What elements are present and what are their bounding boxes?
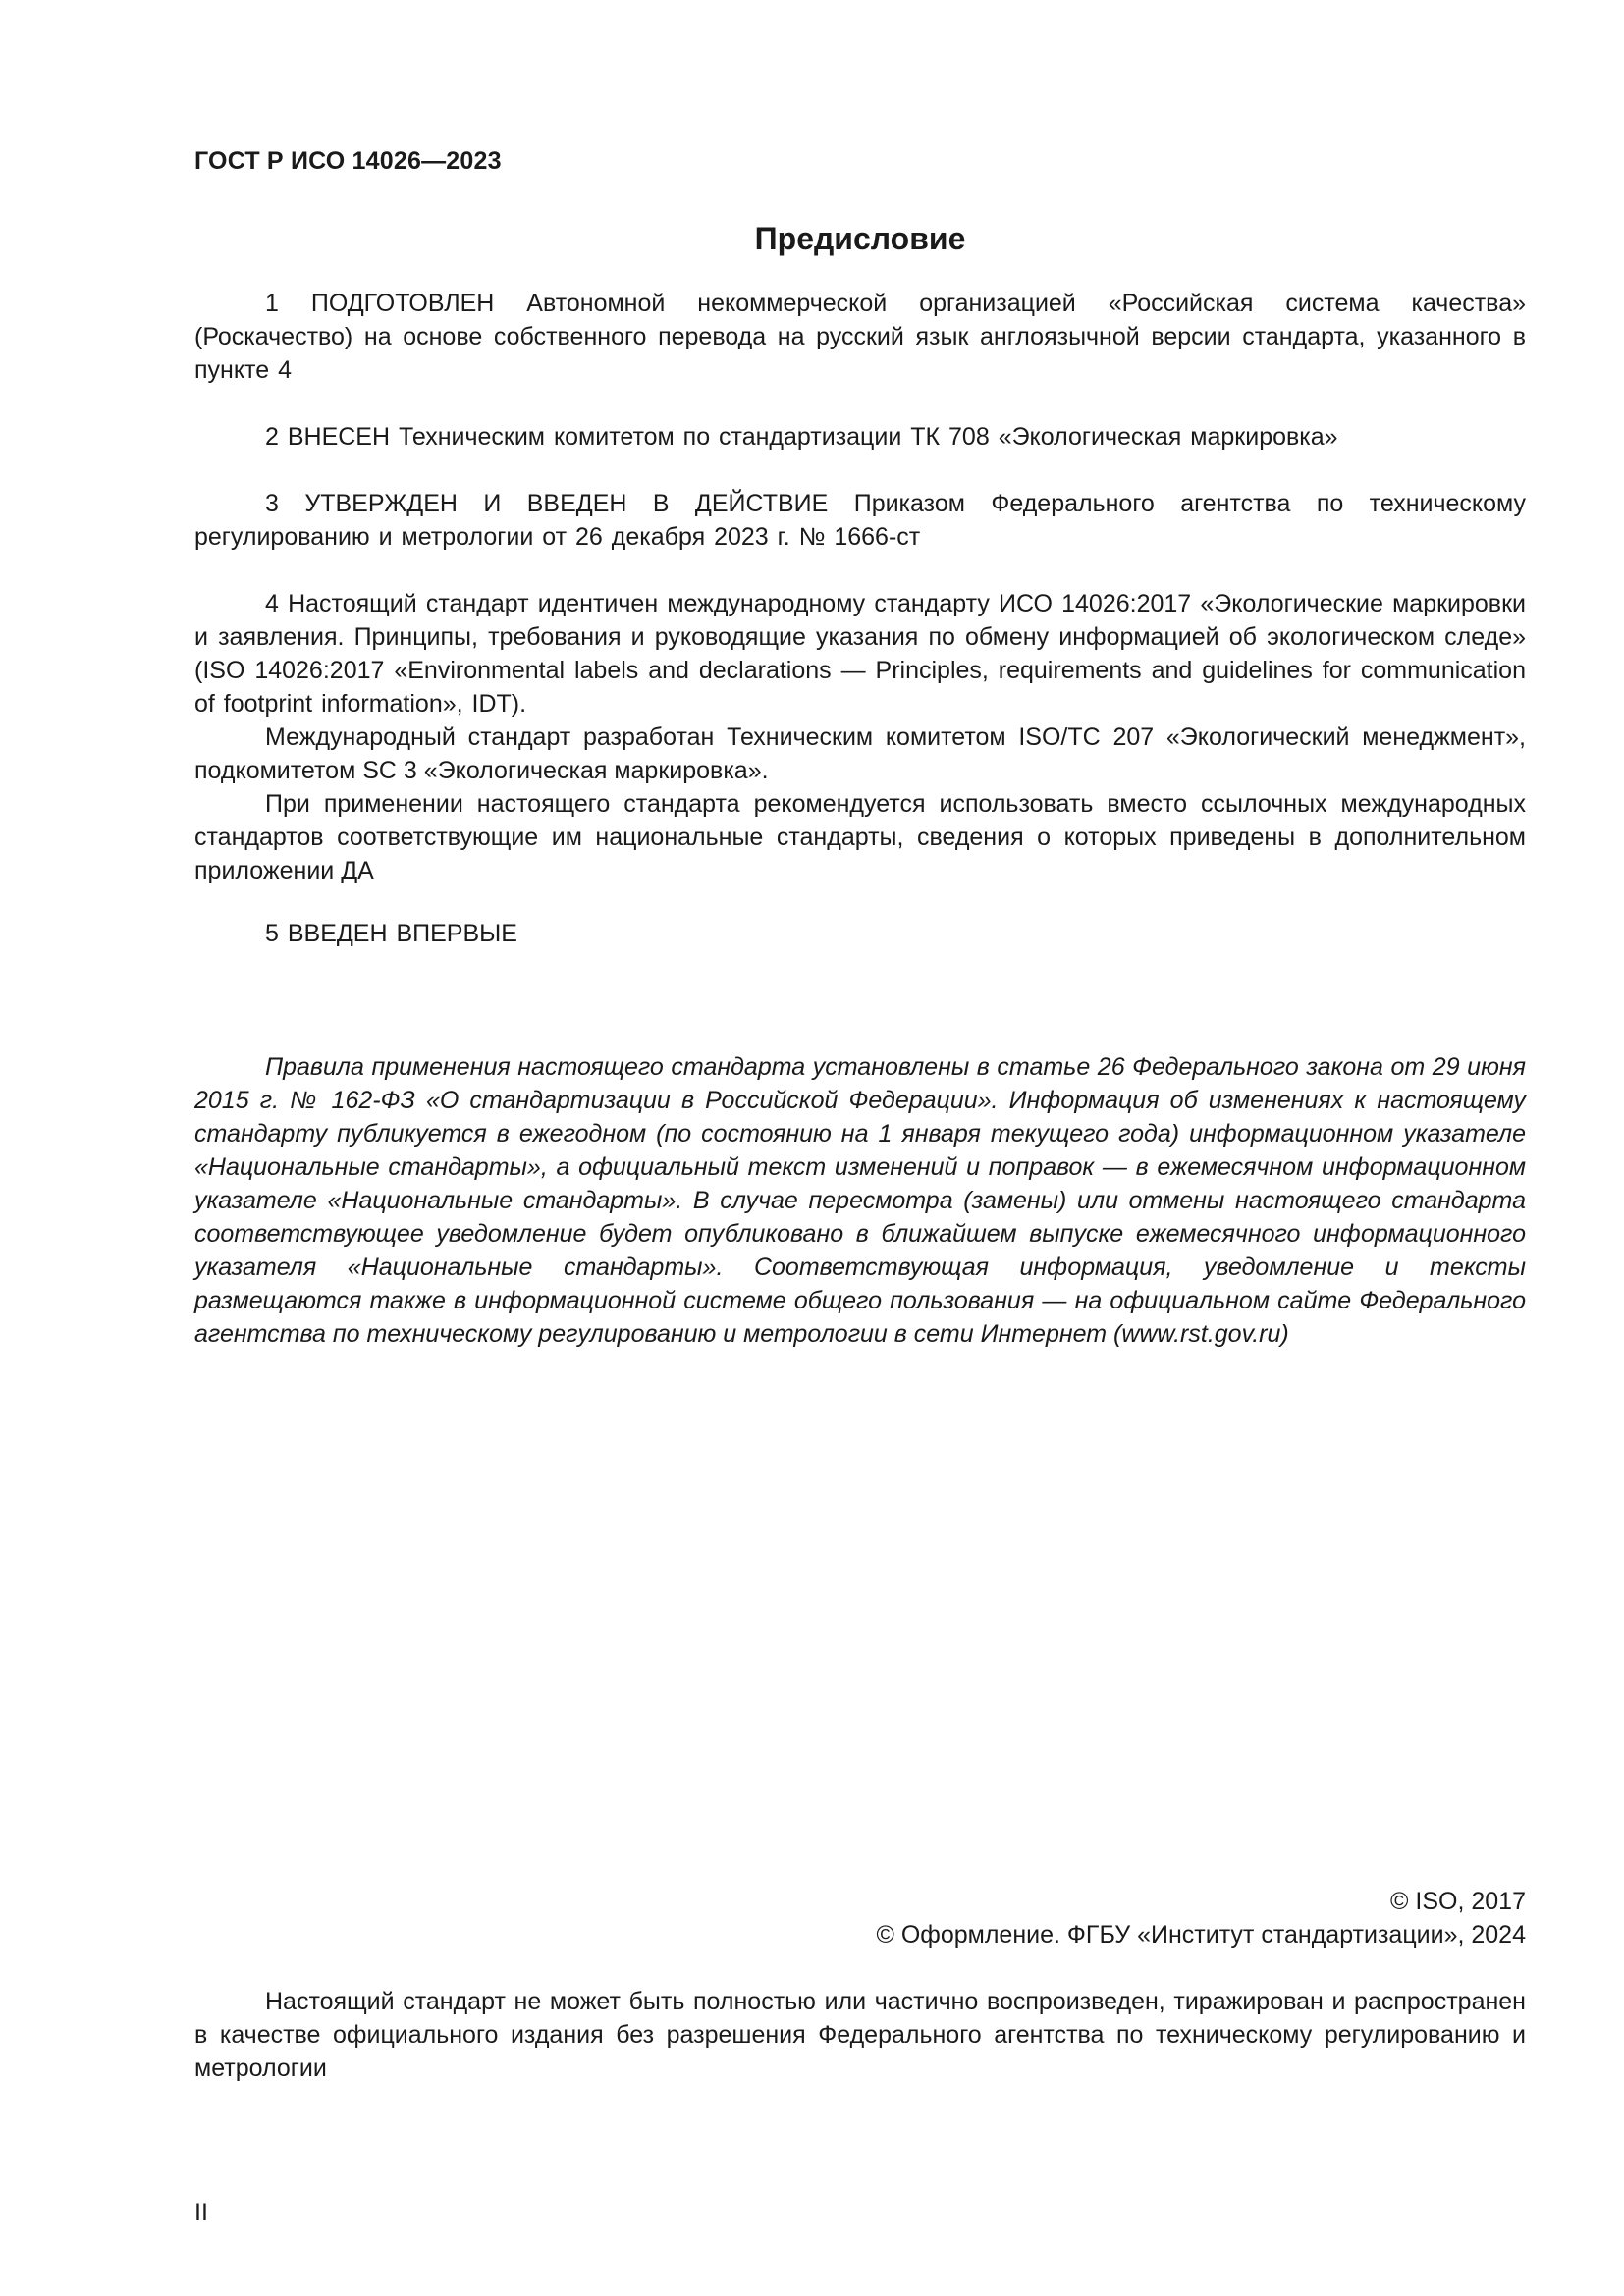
rules-note-block — [194, 1050, 1526, 1351]
item-3-text: 3 УТВЕРЖДЕН И ВВЕДЕН В ДЕЙСТВИЕ Приказом Федерального агентства по техническому регулированию и метрологии от 26 декабря 2023 г. № 1666-ст — [194, 490, 1526, 551]
item-4-text: 4 Настоящий стандарт идентичен международному стандарту ИСО 14026:2017 «Экологические маркировки и заявления. Принципы, требования и руководящие указания по обмену информацией об экологическом следе» (ISO 14026:2017 «Environmental labels and declarations — Principles, requirements and guidelines for communication of footprint information», IDT). — [194, 590, 1526, 718]
reproduction-notice: Настоящий стандарт не может быть полностью или частично воспроизведен, тиражирован и распространен в качестве официального издания без разрешения Федерального агентства по техническому регулированию и метрологии — [194, 1988, 1526, 2082]
item-1 — [194, 287, 1526, 387]
page-title: Предисловие — [754, 221, 966, 256]
item-2 — [194, 420, 1526, 454]
item-4-developer-note: Международный стандарт разработан Техническим комитетом ISO/TC 207 «Экологический менеджмент», подкомитетом SC 3 «Экологическая маркировка». — [194, 723, 1526, 784]
rules-note: Правила применения настоящего стандарта установлены в статье 26 Федерального закона от 29 июня 2015 г. № 162-ФЗ «О стандартизации в Российской Федерации». Информация об изменениях к настоящему стандарту публикуется в ежегодном (по состоянию на 1 января текущего года) информационном указателе «Национальные стандарты», а официальный текст изменений и поправок — в ежемесячном информационном указателе «Национальные стандарты». В случае пересмотра (замены) или отмены настоящего стандарта соответствующее уведомление будет опубликовано в ближайшем выпуске ежемесячного информационного указателя «Национальные стандарты». Соответствующая информация, уведомление и тексты размещаются также в информационной системе общего пользования — на официальном сайте Федерального агентства по техническому регулированию и метрологии в сети Интернет (www.rst.gov.ru) — [194, 1053, 1526, 1348]
item-2-text: 2 ВНЕСЕН Техническим комитетом по стандартизации ТК 708 «Экологическая маркировка» — [265, 423, 1338, 451]
item-5-text: 5 ВВЕДЕН ВПЕРВЫЕ — [265, 920, 517, 947]
page-number: II — [194, 2199, 208, 2226]
standard-code: ГОСТ Р ИСО 14026—2023 — [194, 147, 502, 175]
copyright-design: © Оформление. ФГБУ «Институт стандартизации», 2024 — [876, 1921, 1526, 1949]
copyright-iso: © ISO, 2017 — [1390, 1888, 1526, 1915]
item-3 — [194, 487, 1526, 554]
item-1-text: 1 ПОДГОТОВЛЕН Автономной некоммерческой организацией «Российская система качества» (Роскачество) на основе собственного перевода на русский язык англоязычной версии стандарта, указанного в пункте 4 — [194, 290, 1526, 384]
item-4-reference-note: При применении настоящего стандарта рекомендуется использовать вместо ссылочных международных стандартов соответствующие им национальные стандарты, сведения о которых приведены в дополнительном приложении ДА — [194, 790, 1526, 884]
item-4 — [194, 587, 1526, 887]
item-5 — [194, 917, 1526, 950]
reproduction-block — [194, 1985, 1526, 2085]
